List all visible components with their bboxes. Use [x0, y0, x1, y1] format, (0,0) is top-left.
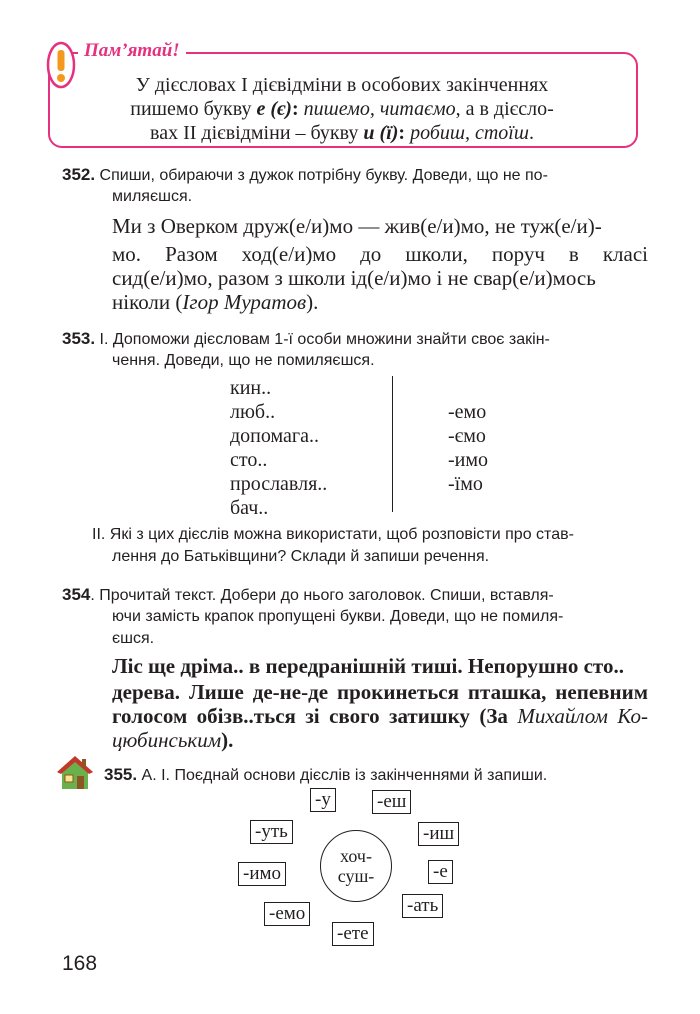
stem-word: прославля.. [230, 473, 328, 495]
rule-text: , а в дієсло- [455, 98, 554, 120]
rule-colon: : [291, 98, 304, 120]
ending-box: -емо [264, 902, 310, 926]
rule-text: пишемо букву [130, 98, 257, 120]
rule-line-3 [58, 120, 626, 146]
task-353-instruction-line2: чення. Доведи, що не помиляєшся. [112, 352, 375, 369]
task-354-instruction-line3: єшся. [112, 630, 155, 647]
ending-box: -имо [238, 862, 286, 886]
task-352-instruction-line2: миляєшся. [112, 188, 193, 205]
instruction-text: І. Допоможи дієсловам 1-ї особи множини знайти своє закін- [99, 331, 550, 348]
rule-colon: : [398, 122, 411, 144]
house-icon [56, 754, 94, 792]
author-name: Михайлом Ко- [517, 704, 648, 728]
ending-box: -ете [332, 922, 374, 946]
text-span: ). [221, 728, 234, 752]
text-span: ніколи ( [112, 290, 183, 314]
ending-box: -ать [402, 894, 443, 918]
remember-label: Пам’ятай! [78, 40, 186, 62]
stem-word: бач.. [230, 497, 269, 519]
rule-line-2 [58, 96, 626, 122]
ending-box: -е [428, 860, 453, 884]
rule-example: робиш, стоїш [410, 122, 529, 144]
ending-word: -имо [448, 449, 489, 471]
ending-box: -иш [418, 822, 459, 846]
task-353-part2-line2: лення до Батьківщини? Склади й запиши речення. [112, 548, 490, 565]
rule-line-1: У дієсловах І дієвідміни в особових закінченнях [135, 74, 549, 96]
task-number: 354 [62, 585, 91, 604]
stem-word: допомага.. [230, 425, 319, 447]
text-span: ). [306, 290, 319, 314]
ending-word: -їмо [448, 473, 483, 495]
task-354-text-1: Ліс ще дріма.. в передранішній тиші. Непорушно сто.. [112, 654, 624, 678]
task-355-instruction [104, 764, 664, 787]
text-span: голосом обізв..ться зі свого затишку (За [112, 704, 518, 728]
task-number: 355. [104, 765, 138, 784]
center-stem: хоч- [340, 846, 372, 866]
task-354-text-4 [112, 726, 233, 754]
author-name: цюбинським [112, 728, 222, 752]
ending-box: -уть [250, 820, 293, 844]
instruction-text: . Прочитай текст. Добери до нього заголовок. Спиши, вставля- [90, 587, 554, 604]
circle-stems [320, 846, 392, 886]
task-352-text-4 [112, 288, 318, 316]
instruction-text: Спиши, обираючи з дужок потрібну букву. Доведи, що не по- [99, 167, 548, 184]
task-354-instruction-line2: ючи замість крапок пропущені букви. Доведи, що не помиля- [112, 608, 564, 625]
column-divider [392, 376, 393, 512]
endings-column [448, 400, 488, 496]
page-number: 168 [62, 952, 98, 975]
rule-text: . [528, 122, 534, 144]
task-354-text-2: дерева. Лише де-не-де прокинеться пташка, непевним [112, 680, 648, 704]
stem-word: сто.. [230, 449, 268, 471]
ending-word: -ємо [448, 425, 486, 447]
stems-column [230, 376, 327, 520]
task-354-instruction [62, 584, 662, 607]
task-353-instruction [62, 328, 652, 351]
ending-box: -еш [372, 790, 411, 814]
rule-letter: е (є) [256, 98, 292, 120]
rule-example: пишемо, читаємо [303, 98, 456, 120]
task-352-text-2: мо. Разом ход(е/и)мо до школи, поруч в класі [112, 242, 648, 266]
task-353-part2-line1: ІІ. Які з цих дієслів можна використати, щоб розповісти про став- [92, 526, 574, 543]
stem-word: люб.. [230, 401, 276, 423]
task-352-instruction [62, 164, 652, 187]
rule-text: вах ІІ дієвідміни – букву [150, 122, 364, 144]
instruction-text: А. І. Поєднай основи дієслів із закінченнями й запиши. [141, 767, 548, 784]
task-number: 353. [62, 329, 96, 348]
task-352-text-3: сид(е/и)мо, разом з школи ід(е/и)мо і не свар(е/и)мось [112, 266, 596, 290]
rule-letter: и (ї) [363, 122, 399, 144]
ending-box: -у [310, 788, 336, 812]
ending-word: -емо [448, 401, 487, 423]
task-352-text-1: Ми з Оверком друж(е/и)мо — жив(е/и)мо, не туж(е/и)- [112, 214, 602, 238]
author-name: Ігор Муратов [182, 290, 307, 314]
stem-word: кин.. [230, 377, 272, 399]
task-number: 352. [62, 165, 96, 184]
center-stem: суш- [337, 866, 375, 886]
